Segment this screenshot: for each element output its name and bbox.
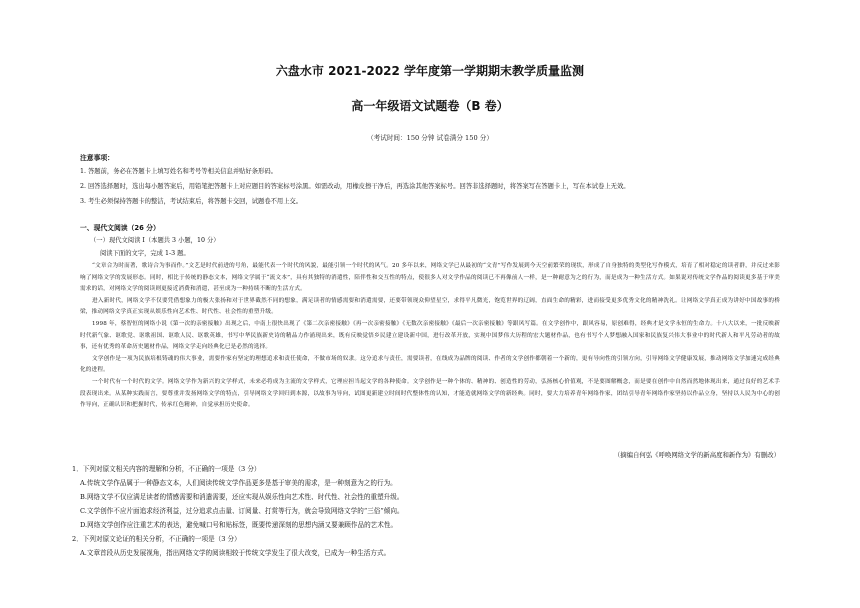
passage-paragraph: 一个时代有一个时代的文学。网络文学作为新兴的文学样式，未来必将成为主流的文学样式，它理应担当起文学的各种使命。文学创作是一种个体的、精神的、创造性的劳动，弘扬核心价值观，不是要图解概念，而是要在创作中自然而然地体现出来，通过良好的艺术手段表现出来。从某种实践而言，要尊重并发扬网络文学的特点，引导网络文学回归到本源，以故事为导向，试图更新建立时间时代整体性的认知，才能造就网络文学的新经典。同时，要大力培养青年网络作家，团结引导青年网络作家坚持以作品立身，坚持以人民为中心的创作导向，正确认识和把握时代，传承红色精神，自觉承担历史使命。 [80, 378, 780, 409]
notice-item-2: 2. 回答选择题时，选出每小题答案后，用铅笔把答题卡上对应题目的答案标号涂黑。如需改动，用橡皮擦干净后，再选涂其他答案标号。回答非选择题时，将答案写在答题卡上，写在本试卷上无效。 [80, 183, 630, 190]
exam-subtitle: 高一年级语文试题卷（B 卷） [351, 99, 509, 113]
question-1-option-c: C.文学创作不应片面追求经济利益，过分追求点击量、订阅量、打赏等行为，就会导致网络文学的“三俗”倾向。 [80, 507, 404, 515]
exam-title: 六盘水市 2021-2022 学年度第一学期期末教学质量监测 [275, 64, 585, 78]
notice-item-1: 1. 答题前，务必在答题卡上填写姓名和考号等相关信息并贴好条形码。 [80, 168, 277, 175]
question-1-stem: 1．下列对原文相关内容的理解和分析，不正确的一项是（3 分） [72, 465, 261, 473]
reading-passage [80, 261, 780, 412]
question-1-option-a: A.传统文学作品属于一种静态文本，人们阅读传统文学作品更多是基于审美的需求，是一种刻意为之的行为。 [80, 479, 397, 487]
passage-paragraph: 1998 年，蔡智恒的网络小说《第一次的亲密接触》出现之后，中南上很快出现了《第二次亲密接触》《再一次亲密接触》《无数次亲密接触》《最后一次亲密接触》等跟风写篇。在文学创作中，跟风容易，原创难得，经典才是文学永恒的生命力。十八大以来，一批反映新时代新气象、讴歌党、讴歌祖国、讴歌人民、讴歌英雄，书写中华民族新史诗的精品力作涌现出来，既有反映觉悟乡民建立建设新中国，进行改革开放，实现中国梦伟大历程的宏大题材作品，也有书写个人梦想融入国家和民族复兴伟大事业中的时代新人和平凡劳动者的故事，还有优秀的革命历史题材作品，网络文学走向经典化已是必然的选择。 [80, 320, 780, 351]
exam-info: （考试时间：150 分钟 试卷满分 150 分） [367, 134, 493, 142]
section-heading: 一、现代文阅读（26 分） [80, 224, 160, 232]
passage-paragraph: 文学创作是一项为民族培根铸魂的伟大事业，需要作家有坚定的理想追求和责任使命，不做市场的奴隶。这分追求与责任，需要读者，在线成为品牌的阅读、作者的文学创作都朝着一个新的，更有导向性的引领方向，引导网络文学健康发展，推动网络文学加速完成经典化的进程。 [80, 355, 780, 374]
passage-citation: （摘编自何弘《呼唤网络文学的新高度和新作为》有删改） [613, 451, 780, 459]
notice-heading: 注意事项： [80, 154, 114, 162]
section-instruction: 阅读下面的文字，完成 1-3 题。 [100, 250, 190, 257]
question-1-option-d: D.网络文学创作应注重艺术的表达，避免喊口号和贴标签，既要传递深刻的思想内涵又要兼顾作品的艺术性。 [80, 521, 398, 529]
question-2-option-a: A.文章首段从历史发展视角，指出网络文学的阅读相较于传统文学发生了很大改变，已成为一种生活方式。 [80, 549, 391, 557]
passage-paragraph: “文章合为时而著，歌诗合为事而作。”文艺是时代前进的号角，最能代表一个时代的风貌，最能引领一个时代的风气。20 多年以来，网络文学已从最初的“文青”写作发展到今天空前繁荣的现状，形成了自身独特的类型化写作模式，培育了相对稳定的读者群，并反过来影响了网络文学的发展形态。同时，相比于传统的静态文本，网络文学属于“流文本”，具有其独特的消遣性，陪伴性和交互性的特点，使很多人对文学作品的阅读已不再像前人一样，是一种耐意为之的行为，而是成为一种生活方式。如果说对传统文学作品的阅读更多基于审美需求的话，对网络文学的阅读则更接近消费和消遣，甚至成为一种持续不断的生活方式。 [80, 263, 780, 293]
question-2-stem: 2．下列对原文论证的相关分析，不正确的一项是（3 分） [72, 535, 241, 543]
passage-paragraph: 进入新时代，网络文学不仅要凭借想象力的极大张扬和对于世界截然不同的想象，满足读者的情感需要和消遣需要，还要带领现众仰望星空，求得平凡微光，饱览世界的辽阔，直面生命的精彩，进而接受更多优秀文化的精神洗礼。让网络文学真正成为讲好中国故事的桥梁，推动网络文学真正实现从娱乐性向艺术性、时代性、社会性的重塑升级。 [80, 297, 780, 316]
question-1-option-b: B.网络文学不仅应满足读者的情感需要和消遣需要，还应实现从娱乐性向艺术性、时代性、社会性的重塑升级。 [80, 493, 404, 501]
notice-item-3: 3. 考生必须保持答题卡的整洁，考试结束后，将答题卡交回，试题卷不用上交。 [80, 198, 303, 205]
section-sub-heading: （一）现代文阅读 I（本题共 3 小题，10 分） [90, 237, 220, 244]
